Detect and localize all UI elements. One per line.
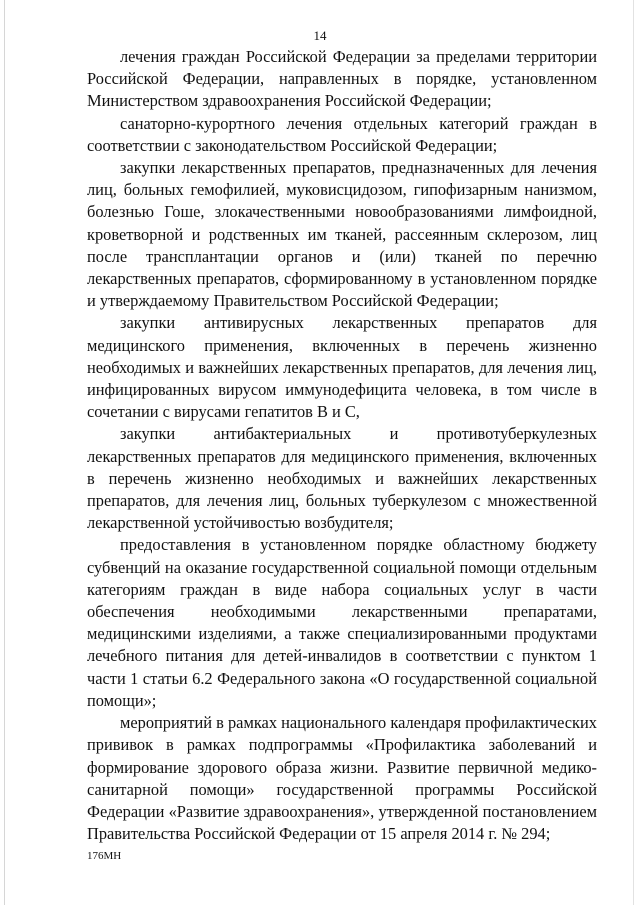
scan-edge-left [4, 0, 5, 905]
body-text [87, 46, 597, 845]
paragraph-vaccination: мероприятий в рамках национального календаря профилактических прививок в рамках подпрограммы «Профилактика заболеваний и формирование здорового образа жизни. Развитие первичной медико-санитарной помощи» государственной программы Российской Федерации «Развитие здравоохранения», утвержденной постановлением Правительства Российской Федерации от 15 апреля 2014 г. № 294; [87, 713, 597, 844]
document-code: 176МН [87, 850, 122, 862]
paragraph-drug-purchase: закупки лекарственных препаратов, предназначенных для лечения лиц, больных гемофилией, муковисцидозом, гипофизарным нанизмом, болезнью Гоше, злокачественными новообразованиями лимфоидной, кроветворной и родственных им тканей, рассеянным склерозом, лиц после трансплантации органов и (или) тканей по перечню лекарственных препаратов, сформированному в установленном порядке и утверждаемому Правительством Российской Федерации; [87, 158, 597, 311]
paragraph-antibacterial-purchase: закупки антибактериальных и противотуберкулезных лекарственных препаратов для медицинского применения, включенных в перечень жизненно необходимых и важнейших лекарственных препаратов, для лечения лиц, больных туберкулезом с множественной лекарственной устойчивостью возбудителя; [87, 424, 597, 533]
page-number: 14 [313, 28, 327, 43]
paragraph-sanatorium: санаторно-курортного лечения отдельных категорий граждан в соответствии с законодательством Российской Федерации; [87, 113, 597, 155]
paragraph-antiviral-purchase: закупки антивирусных лекарственных препаратов для медицинского применения, включенных в перечень жизненно необходимых и важнейших лекарственных препаратов, для лечения лиц, инфицированных вирусом иммунодефицита человека, в том числе в сочетании с вирусами гепатитов В и С, [87, 313, 597, 422]
paragraph-treatment-abroad: лечения граждан Российской Федерации за пределами территории Российской Федерации, направленных в порядке, установленном Министерством здравоохранения Российской Федерации; [87, 47, 597, 111]
scan-edge-right [633, 0, 634, 905]
paragraph-subventions: предоставления в установленном порядке областному бюджету субвенций на оказание государственной социальной помощи отдельным категориям граждан в виде набора социальных услуг в части обеспечения необходимыми лекарственными препаратами, медицинскими изделиями, а также специализированными продуктами лечебного питания для детей-инвалидов в соответствии с пунктом 1 части 1 статьи 6.2 Федерального закона «О государственной социальной помощи»; [87, 535, 597, 710]
